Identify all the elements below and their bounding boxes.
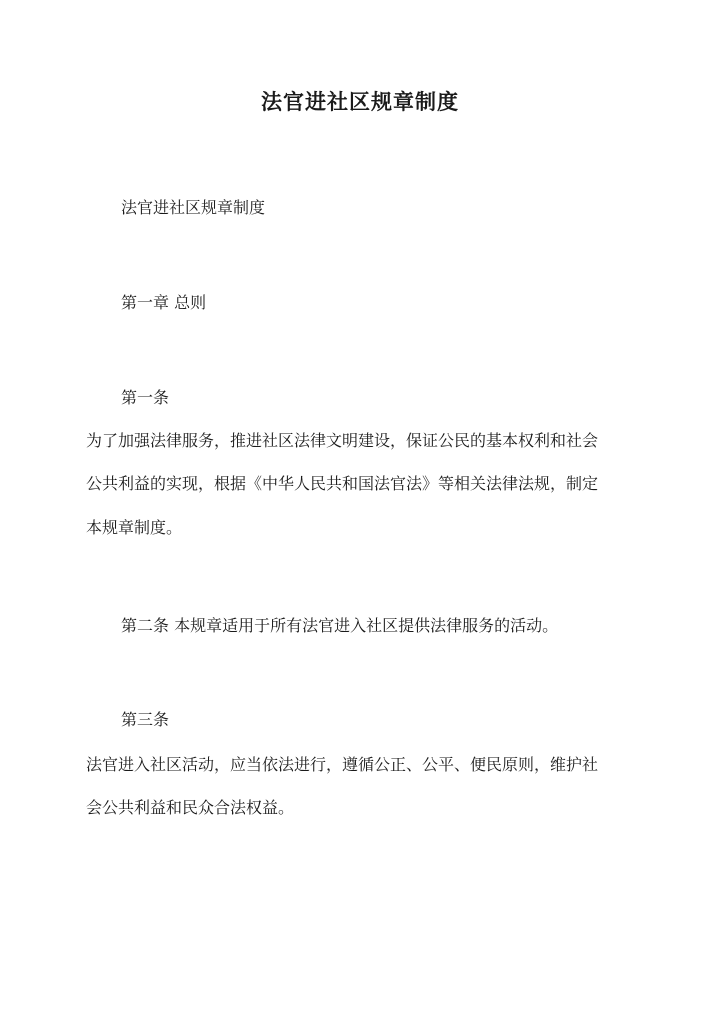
article-3-heading: 第三条 xyxy=(121,710,170,729)
article-2-text: 第二条 本规章适用于所有法官进入社区提供法律服务的活动。 xyxy=(121,616,559,635)
article-1-text-line-1: 为了加强法律服务，推进社区法律文明建设，保证公民的基本权利和社会 xyxy=(86,431,599,450)
document-title: 法官进社区规章制度 xyxy=(261,89,459,114)
article-1-heading: 第一条 xyxy=(121,388,170,407)
chapter-heading: 第一章 总则 xyxy=(121,293,207,312)
article-1-text-line-3: 本规章制度。 xyxy=(86,518,183,537)
article-3-text-line-1: 法官进入社区活动，应当依法进行，遵循公正、公平、便民原则，维护社 xyxy=(86,755,599,774)
article-1-text-line-2: 公共利益的实现，根据《中华人民共和国法官法》等相关法律法规，制定 xyxy=(86,474,599,493)
document-subtitle: 法官进社区规章制度 xyxy=(121,198,266,217)
article-3-text-line-2: 会公共利益和民众合法权益。 xyxy=(86,798,295,817)
